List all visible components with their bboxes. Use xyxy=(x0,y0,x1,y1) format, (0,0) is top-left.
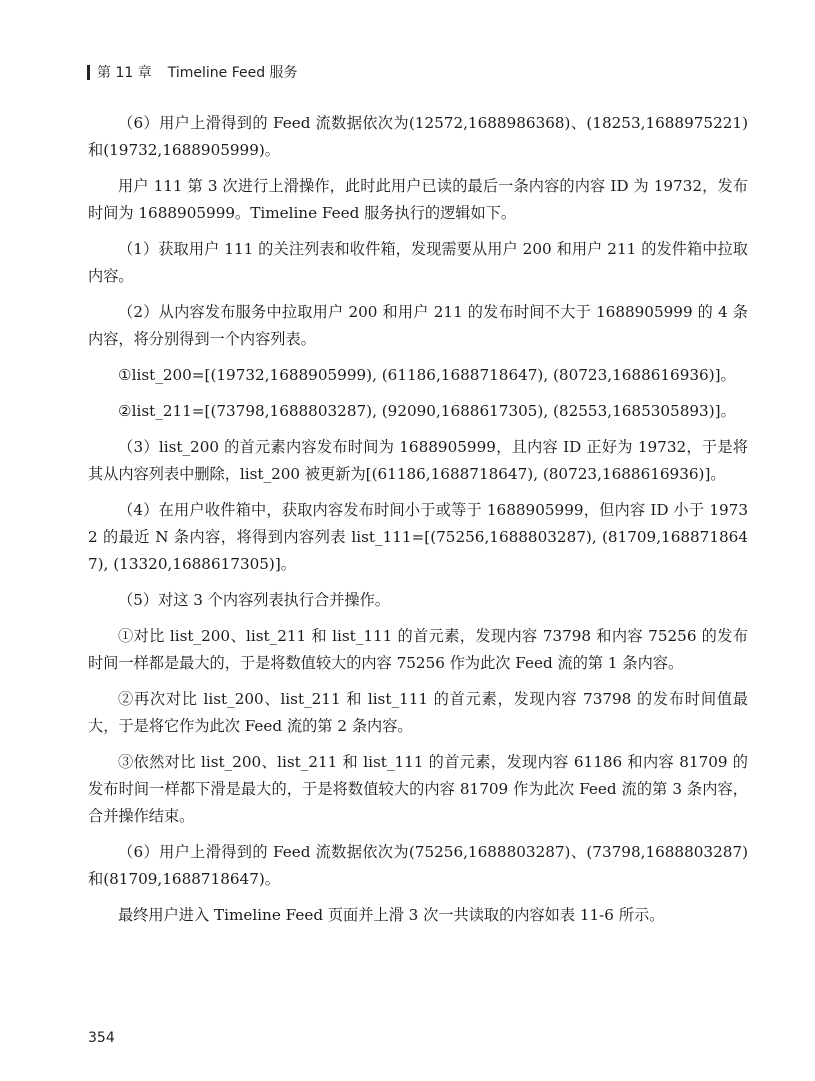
list-item: ①对比 list_200、list_211 和 list_111 的首元素，发现内容 73798 和内容 75256 的发布时间一样都是最大的，于是将数值较大的内容 75256 作为此次 Feed 流的第 1 条内容。 xyxy=(88,627,748,672)
paragraph: 最终用户进入 Timeline Feed 页面并上滑 3 次一共读取的内容如表 11-6 所示。 xyxy=(118,906,665,924)
paragraph: （3）list_200 的首元素内容发布时间为 1688905999，且内容 ID 正好为 19732，于是将其从内容列表中删除，list_200 被更新为[(61186,1688718647), (80723,1688616936)]。 xyxy=(88,438,748,483)
list-item: ③依然对比 list_200、list_211 和 list_111 的首元素，发现内容 61186 和内容 81709 的发布时间一样都下滑是最大的，于是将数值较大的内容 81709 作为此次 Feed 流的第 3 条内容，合并操作结束。 xyxy=(88,753,748,825)
list-item: ②再次对比 list_200、list_211 和 list_111 的首元素，发现内容 73798 的发布时间值最大，于是将它作为此次 Feed 流的第 2 条内容。 xyxy=(88,690,748,735)
paragraph: （5）对这 3 个内容列表执行合并操作。 xyxy=(118,591,390,609)
paragraph: （4）在用户收件箱中，获取内容发布时间小于或等于 1688905999，但内容 ID 小于 19732 的最近 N 条内容，将得到内容列表 list_111=[(75256,1688803287), (81709,1688718647), (13320,1688617305)]。 xyxy=(88,501,748,573)
header-bar-mark xyxy=(87,65,90,80)
chapter-title: Timeline Feed 服务 xyxy=(167,65,298,81)
paragraph: （6）用户上滑得到的 Feed 流数据依次为(12572,1688986368)、(18253,1688975221)和(19732,1688905999)。 xyxy=(88,114,748,159)
body-text xyxy=(88,110,748,938)
list-item: ②list_211=[(73798,1688803287), (92090,1688617305), (82553,1685305893)]。 xyxy=(118,402,736,420)
paragraph: 用户 111 第 3 次进行上滑操作，此时此用户已读的最后一条内容的内容 ID 为 19732，发布时间为 1688905999。Timeline Feed 服务执行的逻辑如下。 xyxy=(88,177,748,222)
page-number: 354 xyxy=(88,1030,115,1046)
list-item: ①list_200=[(19732,1688905999), (61186,1688718647), (80723,1688616936)]。 xyxy=(118,366,736,384)
paragraph: （1）获取用户 111 的关注列表和收件箱，发现需要从用户 200 和用户 211 的发件箱中拉取内容。 xyxy=(88,240,748,285)
paragraph: （6）用户上滑得到的 Feed 流数据依次为(75256,1688803287)、(73798,1688803287)和(81709,1688718647)。 xyxy=(88,843,748,888)
paragraph: （2）从内容发布服务中拉取用户 200 和用户 211 的发布时间不大于 1688905999 的 4 条内容，将分别得到一个内容列表。 xyxy=(88,303,748,348)
chapter-label: 第 11 章 xyxy=(97,65,152,81)
running-header xyxy=(87,62,298,82)
